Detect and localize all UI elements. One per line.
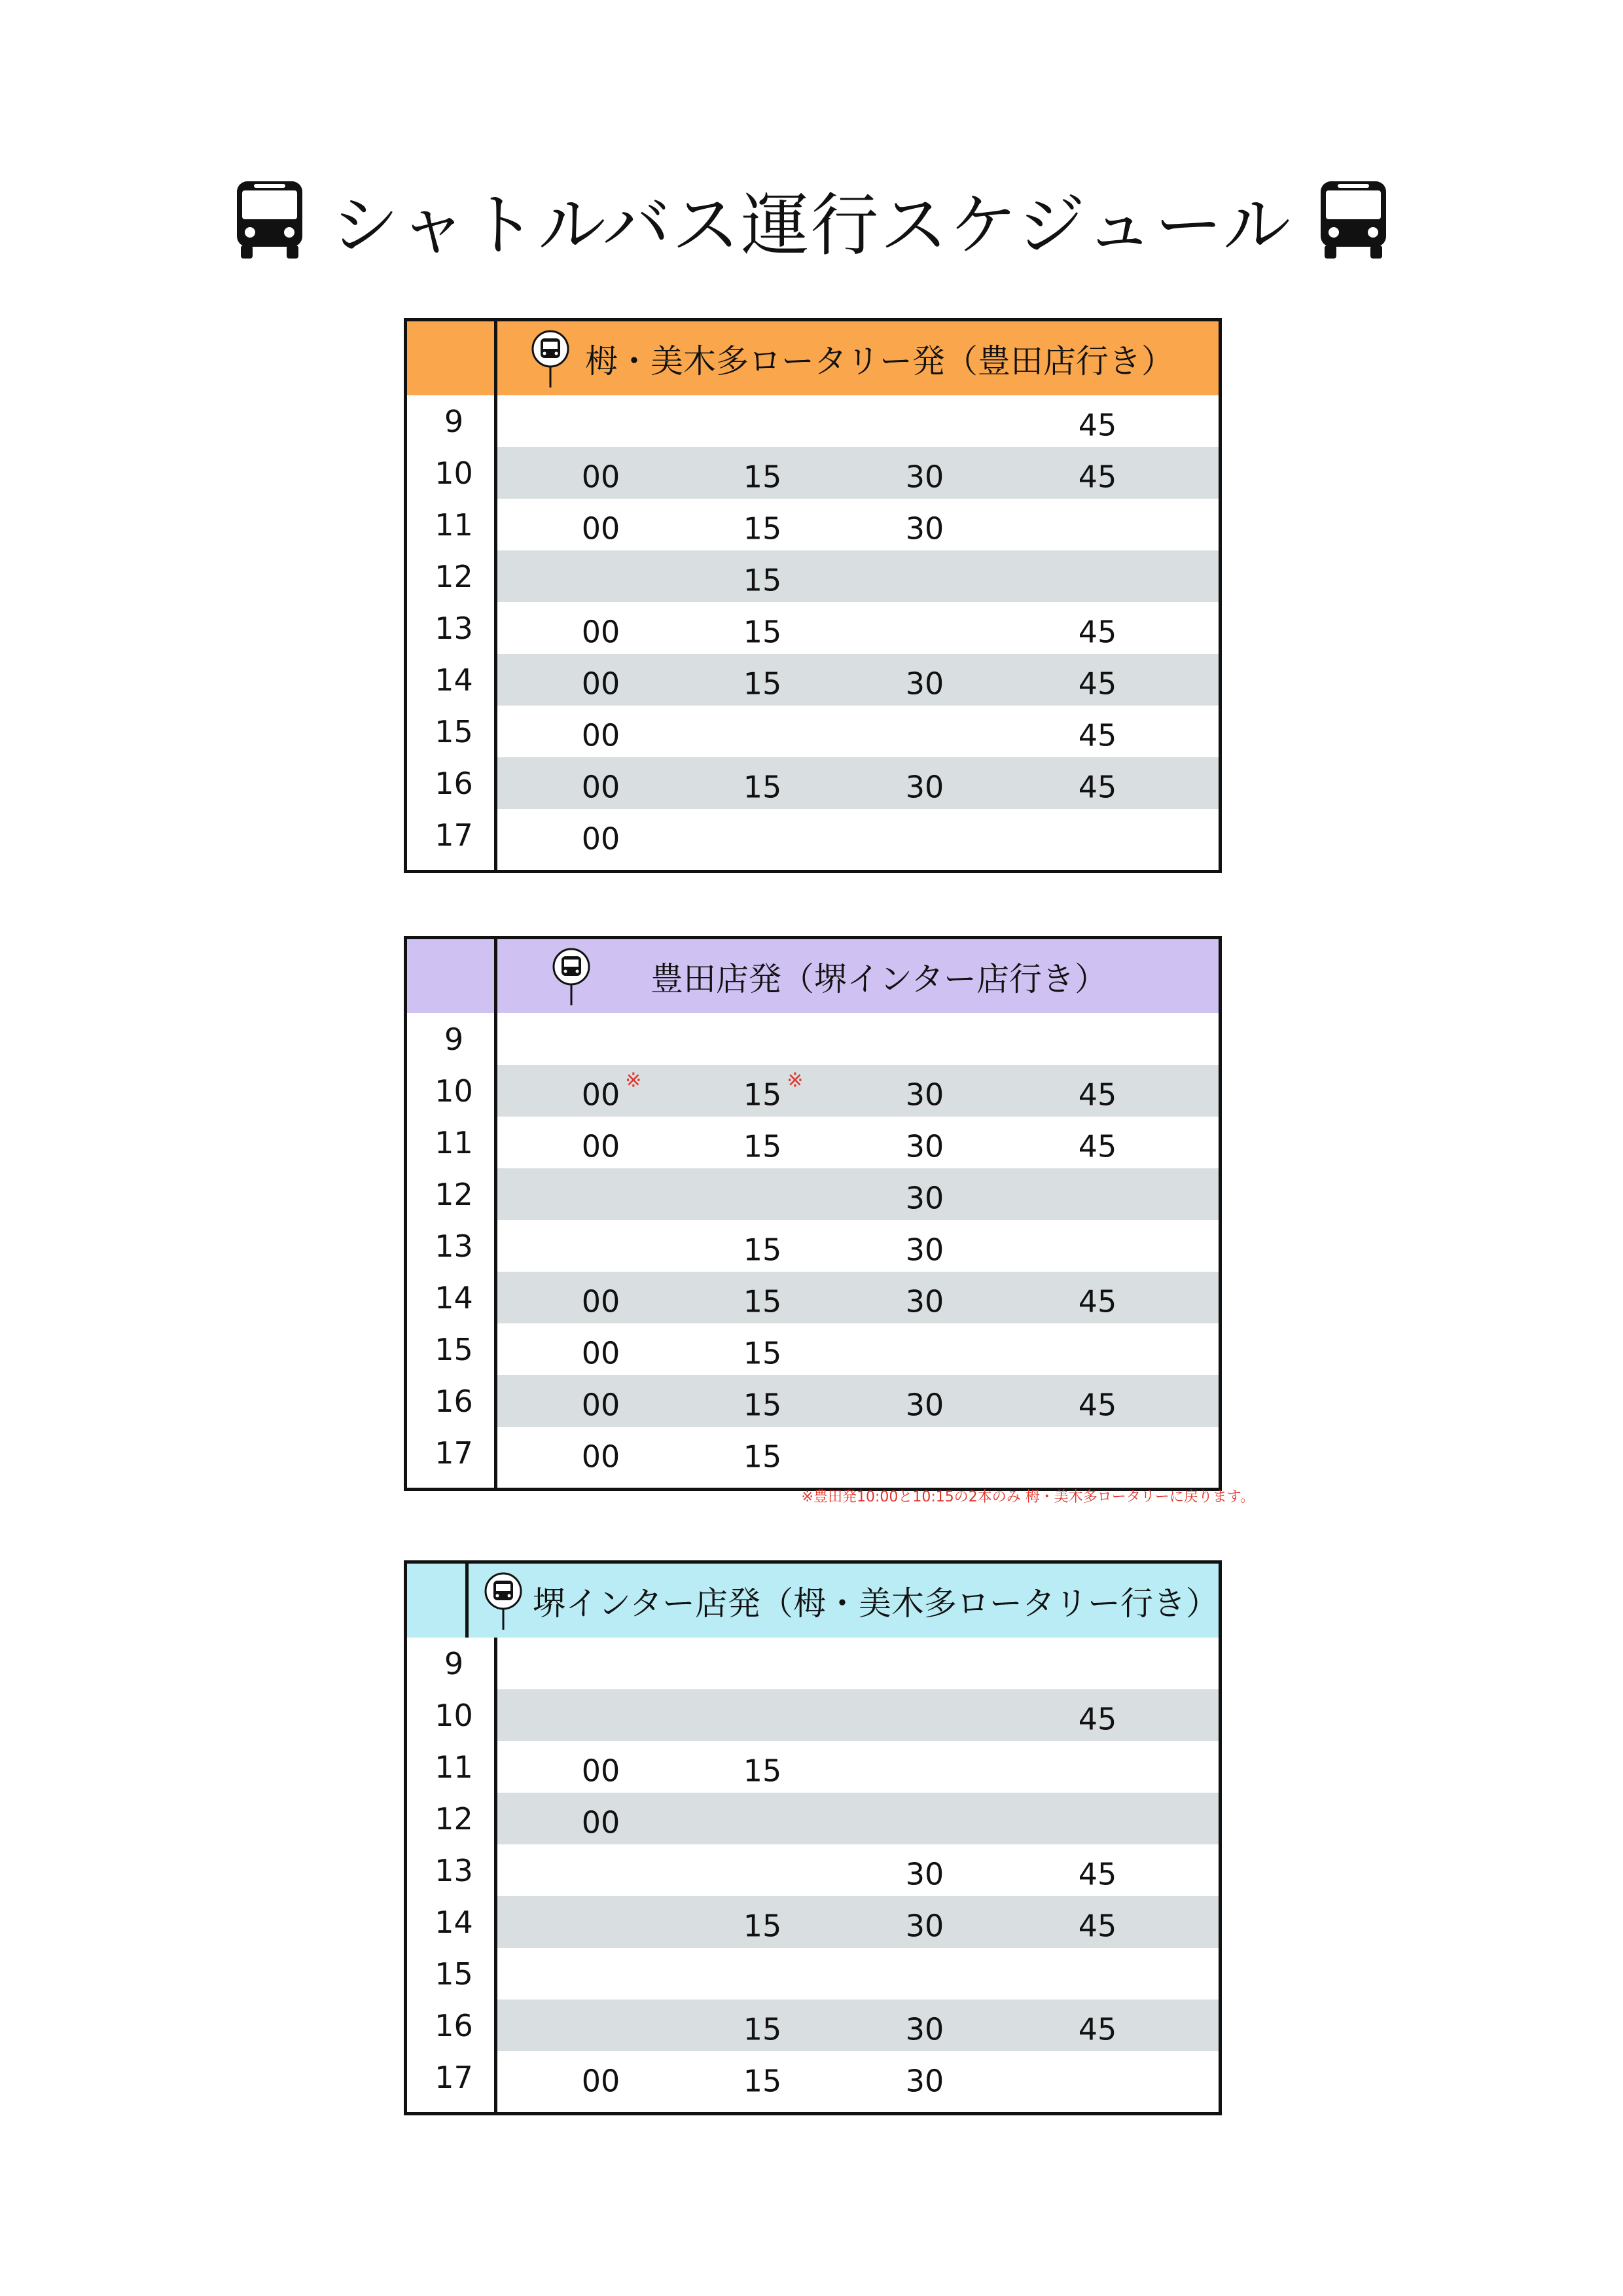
minutes-area (497, 1689, 1219, 1741)
bus-icon (1318, 177, 1389, 261)
hour-cell: 9 (407, 395, 497, 447)
table-row (407, 1896, 1219, 1948)
departure-minute (582, 717, 620, 753)
departure-minute (743, 1335, 782, 1371)
departure-minute (1079, 666, 1117, 701)
table-body (407, 395, 1219, 861)
minutes-area (497, 499, 1219, 550)
minute-value: 45 (1078, 717, 1117, 753)
departure-minute (743, 1439, 782, 1474)
table-row (407, 1323, 1219, 1375)
table-heading (497, 939, 1219, 1013)
departure-minute (1079, 1856, 1117, 1892)
minute-value: 30 (905, 768, 944, 804)
hour-cell: 13 (407, 1220, 497, 1272)
departure-minute (1079, 1077, 1117, 1112)
minute-value: 15 (743, 665, 782, 701)
table-row (407, 447, 1219, 499)
table-row (407, 1793, 1219, 1844)
departure-minute (582, 1283, 620, 1319)
minutes-area (497, 2051, 1219, 2103)
minute-value: 00 (581, 1076, 620, 1112)
hour-cell: 12 (407, 550, 497, 602)
departure-minute (1079, 1908, 1117, 1943)
departure-minute (582, 1753, 620, 1788)
table-row (407, 1065, 1219, 1117)
minute-value: 30 (905, 665, 944, 701)
timetable-tsuga-mikita (404, 318, 1222, 873)
minute-value: 00 (581, 820, 620, 856)
departure-minute (906, 459, 944, 494)
minutes-area (497, 1168, 1219, 1220)
minute-value: 30 (905, 2062, 944, 2098)
page-title (0, 167, 1623, 272)
minutes-area (497, 447, 1219, 499)
departure-minute (1079, 1128, 1117, 1164)
minute-value: 15 (743, 510, 782, 546)
minute-value: 00 (581, 2062, 620, 2098)
title-text: シャトルバス運行スケジュール (330, 185, 1293, 265)
minutes-area (497, 395, 1219, 447)
table-body (407, 1013, 1219, 1479)
departure-minute (906, 1283, 944, 1319)
minutes-area (497, 1427, 1219, 1479)
departure-minute (1079, 1701, 1117, 1736)
minute-value: 15 (743, 1386, 782, 1422)
departure-minute (1079, 614, 1117, 649)
departure-minute (906, 1077, 944, 1112)
hour-header-cell (407, 939, 497, 1013)
table-heading (497, 321, 1219, 395)
minute-value: 30 (905, 510, 944, 546)
hour-cell: 12 (407, 1793, 497, 1844)
minute-value: 45 (1078, 458, 1117, 494)
minutes-area (497, 809, 1219, 861)
minute-value: 30 (905, 1386, 944, 1422)
hour-cell: 9 (407, 1013, 497, 1065)
departure-minute (582, 1128, 620, 1164)
table-body (407, 1638, 1219, 2103)
departure-minute (582, 1804, 620, 1840)
minute-value: 15 (743, 1231, 782, 1267)
departure-minute (906, 1856, 944, 1892)
table-row (407, 1741, 1219, 1793)
departure-minute (743, 666, 782, 701)
minute-value: 45 (1078, 768, 1117, 804)
table-row (407, 1427, 1219, 1479)
table-row (407, 2051, 1219, 2103)
departure-minute (1079, 717, 1117, 753)
minute-value: 45 (1078, 2011, 1117, 2047)
table-row (407, 1220, 1219, 1272)
departure-minute (582, 511, 620, 546)
departure-minute (582, 2063, 620, 2098)
minute-value: 00 (581, 768, 620, 804)
hour-cell: 12 (407, 1168, 497, 1220)
minute-value: 45 (1078, 665, 1117, 701)
departure-minute (743, 1283, 782, 1319)
departure-minute (582, 459, 620, 494)
table-row (407, 499, 1219, 550)
minute-value: 45 (1078, 1386, 1117, 1422)
hour-cell: 16 (407, 1375, 497, 1427)
departure-minute (582, 769, 620, 804)
minute-value: 45 (1078, 1076, 1117, 1112)
minutes-area (497, 654, 1219, 706)
departure-minute (906, 769, 944, 804)
departure-minute (743, 511, 782, 546)
minute-value: 30 (905, 458, 944, 494)
departure-minute (582, 1387, 620, 1422)
departure-minute (743, 562, 782, 598)
table-row (407, 706, 1219, 757)
timetable-sakai-inter (404, 1560, 1222, 2115)
departure-minute (582, 614, 620, 649)
table-heading-text: 豊田店発（堺インター店行き） (651, 960, 1107, 998)
minutes-area (497, 550, 1219, 602)
departure-minute (582, 666, 620, 701)
table-row (407, 654, 1219, 706)
minute-value: 15 (743, 1335, 782, 1371)
minute-value: 00 (581, 717, 620, 753)
departure-minute (906, 1387, 944, 1422)
minute-value: 30 (905, 1907, 944, 1943)
minutes-area (497, 2000, 1219, 2051)
hour-cell: 14 (407, 654, 497, 706)
departure-minute (906, 2011, 944, 2047)
minute-value: 00 (581, 1804, 620, 1840)
minutes-area (497, 1117, 1219, 1168)
minute-value: 00 (581, 1283, 620, 1319)
departure-minute (743, 614, 782, 649)
hour-header-cell (407, 1564, 469, 1638)
departure-minute (743, 1908, 782, 1943)
minute-value: 30 (905, 1231, 944, 1267)
hour-cell: 10 (407, 1689, 497, 1741)
minutes-area (497, 1013, 1219, 1065)
minute-value: 45 (1078, 406, 1117, 442)
hour-cell: 11 (407, 499, 497, 550)
minute-value: 15 (743, 1752, 782, 1788)
minute-value: 00 (581, 1386, 620, 1422)
minute-value: 45 (1078, 1128, 1117, 1164)
hour-cell: 15 (407, 706, 497, 757)
minute-value: 00 (581, 1438, 620, 1474)
table-heading-text: 栂・美木多ロータリー発（豊田店行き） (585, 342, 1174, 380)
minutes-area (497, 1375, 1219, 1427)
departure-minute (743, 1068, 804, 1112)
bus-icon (234, 177, 305, 261)
departure-minute (1079, 407, 1117, 442)
departure-minute (581, 1068, 642, 1112)
minutes-area (497, 1065, 1219, 1117)
table-row (407, 395, 1219, 447)
minute-value: 30 (905, 2011, 944, 2047)
minutes-area (497, 1948, 1219, 2000)
hour-cell: 17 (407, 809, 497, 861)
minute-value: 15 (743, 2062, 782, 2098)
minute-value: 00 (581, 1335, 620, 1371)
departure-minute (906, 1908, 944, 1943)
minute-value: 15 (743, 562, 782, 598)
footnote: ※豊田発10:00と10:15の2本のみ 栂・美木多ロータリーに戻ります。 (801, 1489, 1255, 1505)
table-row (407, 1638, 1219, 1689)
minute-value: 45 (1078, 1907, 1117, 1943)
departure-minute (1079, 769, 1117, 804)
departure-minute (906, 666, 944, 701)
table-row (407, 1689, 1219, 1741)
departure-minute (906, 511, 944, 546)
departure-minute (743, 1128, 782, 1164)
minutes-area (497, 1272, 1219, 1323)
minute-value: 15 (743, 458, 782, 494)
departure-minute (582, 1439, 620, 1474)
departure-minute (906, 1232, 944, 1267)
minute-value: 00 (581, 510, 620, 546)
hour-header-cell (407, 321, 497, 395)
hour-cell: 14 (407, 1896, 497, 1948)
footnote-mark: ※ (625, 1068, 642, 1092)
minute-value: 15 (743, 613, 782, 649)
minute-value: 30 (905, 1128, 944, 1164)
minute-value: 45 (1078, 613, 1117, 649)
minutes-area (497, 706, 1219, 757)
hour-cell: 10 (407, 447, 497, 499)
departure-minute (906, 1128, 944, 1164)
bus-stop-icon (530, 329, 571, 389)
minute-value: 00 (581, 1752, 620, 1788)
table-row (407, 1168, 1219, 1220)
departure-minute (906, 2063, 944, 2098)
departure-minute (582, 1335, 620, 1371)
bus-stop-icon (551, 946, 592, 1007)
hour-cell: 17 (407, 1427, 497, 1479)
departure-minute (1079, 2011, 1117, 2047)
timetable-toyota (404, 936, 1222, 1491)
departure-minute (743, 459, 782, 494)
hour-cell: 16 (407, 2000, 497, 2051)
table-heading (469, 1564, 1219, 1638)
table-heading-text: 堺インター店発（栂・美木多ロータリー行き） (533, 1584, 1219, 1623)
departure-minute (582, 821, 620, 856)
minutes-area (497, 1638, 1219, 1689)
minute-value: 00 (581, 665, 620, 701)
table-row (407, 757, 1219, 809)
bus-stop-icon (483, 1571, 524, 1631)
departure-minute (743, 769, 782, 804)
table-header (407, 939, 1219, 1013)
hour-cell: 11 (407, 1117, 497, 1168)
table-row (407, 809, 1219, 861)
departure-minute (906, 1180, 944, 1215)
table-row (407, 1948, 1219, 2000)
minute-value: 30 (905, 1283, 944, 1319)
minute-value: 30 (905, 1076, 944, 1112)
table-row (407, 1272, 1219, 1323)
hour-cell: 15 (407, 1323, 497, 1375)
hour-cell: 17 (407, 2051, 497, 2103)
minutes-area (497, 1844, 1219, 1896)
minutes-area (497, 1793, 1219, 1844)
minute-value: 15 (743, 1907, 782, 1943)
minute-value: 15 (743, 1438, 782, 1474)
minute-value: 45 (1078, 1856, 1117, 1892)
departure-minute (1079, 1387, 1117, 1422)
minutes-area (497, 1741, 1219, 1793)
hour-cell: 16 (407, 757, 497, 809)
minute-value: 15 (743, 1128, 782, 1164)
table-row (407, 1844, 1219, 1896)
minute-value: 15 (743, 768, 782, 804)
minute-value: 15 (743, 1283, 782, 1319)
table-row (407, 1013, 1219, 1065)
minute-value: 30 (905, 1856, 944, 1892)
footnote-mark: ※ (787, 1068, 804, 1092)
minute-value: 30 (905, 1179, 944, 1215)
minute-value: 00 (581, 458, 620, 494)
departure-minute (743, 1232, 782, 1267)
hour-cell: 15 (407, 1948, 497, 2000)
minute-value: 45 (1078, 1700, 1117, 1736)
minutes-area (497, 1323, 1219, 1375)
hour-cell: 14 (407, 1272, 497, 1323)
table-row (407, 550, 1219, 602)
table-row (407, 1117, 1219, 1168)
minute-value: 15 (743, 1076, 782, 1112)
table-row (407, 2000, 1219, 2051)
departure-minute (743, 2063, 782, 2098)
minute-value: 15 (743, 2011, 782, 2047)
table-header (407, 321, 1219, 395)
table-header (407, 1564, 1219, 1638)
departure-minute (743, 1753, 782, 1788)
minutes-area (497, 757, 1219, 809)
departure-minute (1079, 459, 1117, 494)
hour-cell: 11 (407, 1741, 497, 1793)
hour-cell: 13 (407, 1844, 497, 1896)
minute-value: 45 (1078, 1283, 1117, 1319)
hour-cell: 9 (407, 1638, 497, 1689)
table-row (407, 602, 1219, 654)
departure-minute (743, 1387, 782, 1422)
minutes-area (497, 1220, 1219, 1272)
hour-cell: 13 (407, 602, 497, 654)
minutes-area (497, 602, 1219, 654)
departure-minute (1079, 1283, 1117, 1319)
minute-value: 00 (581, 613, 620, 649)
table-row (407, 1375, 1219, 1427)
minutes-area (497, 1896, 1219, 1948)
departure-minute (743, 2011, 782, 2047)
hour-cell: 10 (407, 1065, 497, 1117)
minute-value: 00 (581, 1128, 620, 1164)
